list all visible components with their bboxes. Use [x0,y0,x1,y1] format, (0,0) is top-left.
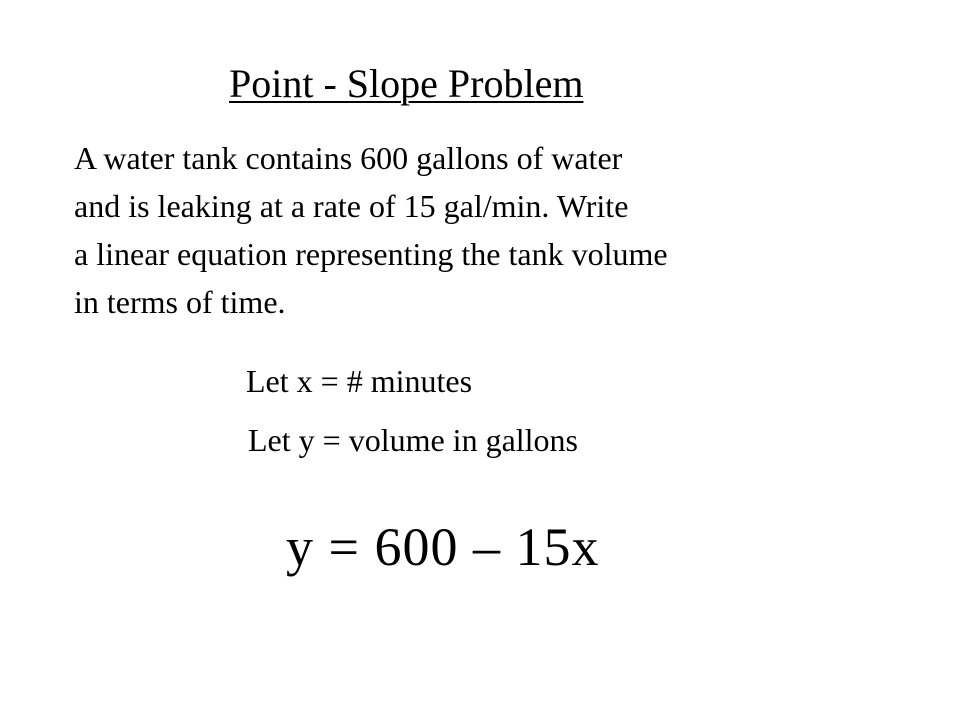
problem-line-3: a linear equation representing the tank volume [74,236,668,272]
problem-line-4: in terms of time. [74,284,286,320]
slide-title: Point - Slope Problem [229,61,584,106]
problem-line-1: A water tank contains 600 gallons of water [74,140,623,176]
variable-definition-y: Let y = volume in gallons [248,422,578,458]
problem-line-2: and is leaking at a rate of 15 gal/min. Write [74,188,629,224]
linear-equation: y = 600 – 15x [286,517,600,577]
variable-definition-x: Let x = # minutes [246,363,473,399]
problem-statement [74,134,894,326]
